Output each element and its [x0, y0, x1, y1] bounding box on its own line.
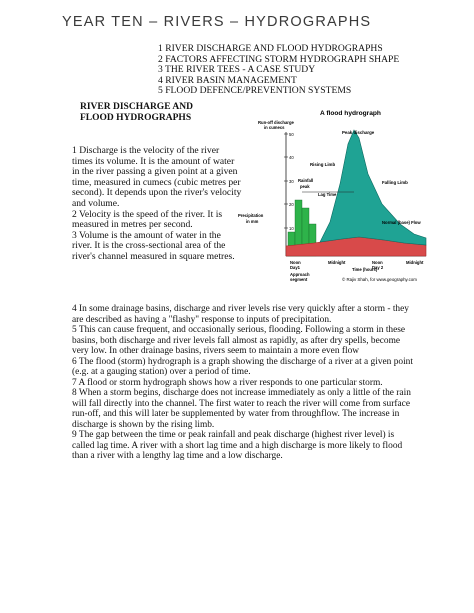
credit-text: © Rajiv Shah, for www.geography.com [342, 277, 417, 282]
paragraph: 8 When a storm begins, discharge does not increase immediately as only a little of the rain will fall directly into the channel. The first water to reach the river will come from surface run-off, and this will later be supplemented by water from throughflow. The increase in discharge is shown by the rising limb. [72, 388, 411, 430]
paragraph: 9 The gap between the time or peak rainfall and peak discharge (highest river level) is called lag time. A river with a short lag time and a high discharge is more likely to flood than a river with a lengthy lag time and a low discharge. [72, 430, 403, 461]
table-of-contents [158, 44, 399, 97]
hydrograph-svg [234, 104, 430, 284]
paragraph: 1 Discharge is the velocity of the river times its volume. It is the amount of water in the river passing a given point at a given time, measured in cumecs (cubic metres per second). It depends upon the river's velocity and volume. [72, 145, 242, 209]
flood-hydrograph-diagram [234, 104, 430, 284]
x-axis-label: Time (hours) [352, 267, 378, 272]
toc-item: 5 FLOOD DEFENCE/PREVENTION SYSTEMS [158, 85, 352, 97]
y-tick-label: 30 [289, 179, 294, 184]
section-heading-line: FLOOD HYDROGRAPHS [80, 113, 192, 123]
peak-discharge-label: Peak discharge [342, 130, 375, 135]
svg-text:Midnight: Midnight [328, 260, 346, 265]
paragraph: 3 Volume is the amount of water in the river. It is the cross-sectional area of the river's channel measured in square metres. [72, 229, 235, 262]
paragraph: 5 This can cause frequent, and occasionally serious, flooding. Following a storm in these basins, both discharge and river levels fall almost as rapidly, as after dry spells, become very low. In other drainage basins, rivers seem to maintain a more even flow [72, 325, 406, 356]
svg-text:Noon Day1: Noon Day1 [290, 260, 301, 270]
y-ticks [284, 132, 294, 231]
y-tick-label: 20 [289, 202, 294, 207]
paragraph: 4 In some drainage basins, discharge and river levels rise very quickly after a storm - they are described as having a "flashy" response to inputs of precipitation. [72, 304, 409, 325]
storm-flow-area [320, 130, 426, 245]
rainfall-peak-label: Rainfall peak [298, 178, 314, 189]
toc-item: 2 FACTORS AFFECTING STORM HYDROGRAPH SHAPE [158, 53, 400, 65]
y-tick-label: 10 [289, 226, 294, 231]
y-tick-label: 40 [289, 155, 294, 160]
left-column-text [72, 146, 242, 263]
y-tick-label: 50 [289, 132, 294, 137]
rising-limb-label: Rising Limb [310, 162, 336, 167]
base-flow-label: Normal (base) Flow [382, 220, 421, 225]
body-text [72, 304, 416, 462]
section-heading-line: RIVER DISCHARGE AND [80, 102, 193, 112]
page-title: YEAR TEN – RIVERS – HYDROGRAPHS [62, 14, 372, 30]
discharge-axis-label: Run-off discharge in cumecs [258, 120, 294, 130]
section-heading [80, 102, 193, 124]
toc-item: 4 RIVER BASIN MANAGEMENT [158, 74, 297, 86]
toc-item: 1 RIVER DISCHARGE AND FLOOD HYDROGRAPHS [158, 43, 383, 54]
svg-text:Midnight: Midnight [406, 260, 424, 265]
chart-title: A flood hydrograph [320, 110, 381, 117]
approach-segment-label: Approach segment [290, 272, 310, 282]
paragraph: 7 A flood or storm hydrograph shows how a river responds to one particular storm. [72, 377, 383, 388]
lag-time-label: Lag Time [318, 192, 337, 197]
precipitation-axis-label: Precipitation in mm [238, 213, 264, 224]
toc-item: 3 THE RIVER TEES - A CASE STUDY [158, 64, 316, 76]
falling-limb-label: Falling Limb [382, 180, 408, 185]
paragraph: 6 The flood (storm) hydrograph is a graph showing the discharge of a river at a given point (e.g. at a gauging station) over a period of time. [72, 356, 413, 377]
svg-text:Noon Day 2: Noon Day 2 [372, 260, 384, 270]
paragraph: 2 Velocity is the speed of the river. It is measured in metres per second. [72, 208, 223, 231]
